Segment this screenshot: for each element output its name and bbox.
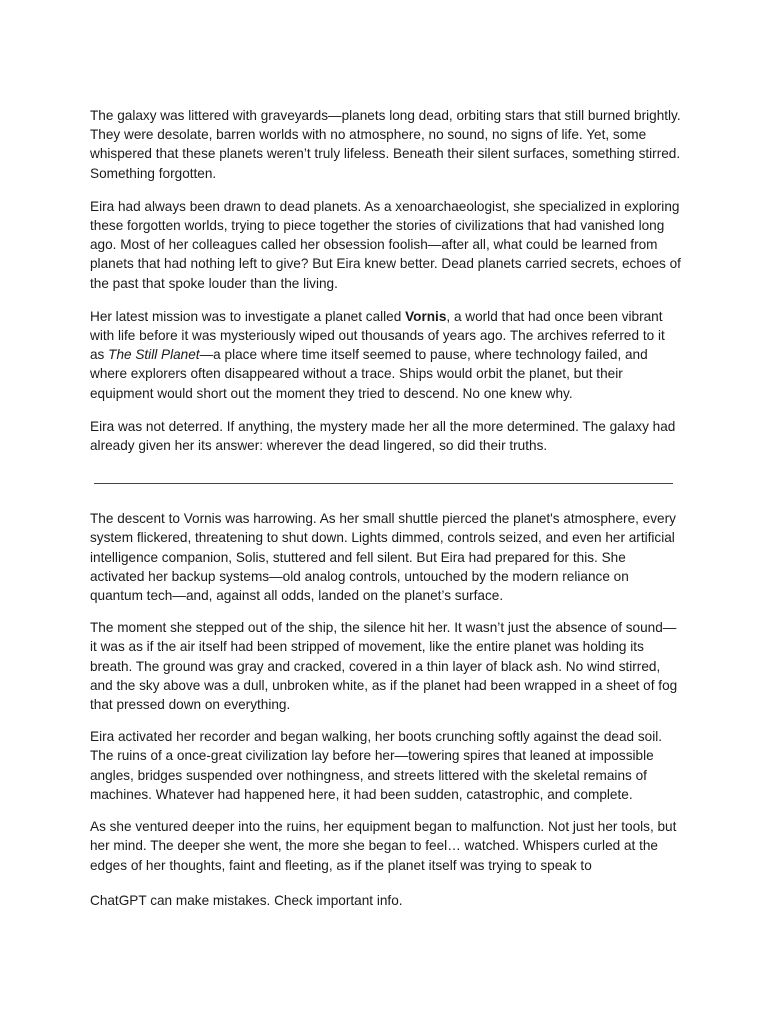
paragraph-text: , a world that had once been vibrant with life before it was mysteriously wiped out thousands of years ago. The archives referred to it as bbox=[90, 308, 665, 363]
paragraph: Eira was not deterred. If anything, the mystery made her all the more determined. The galaxy had already given her its answer: wherever the dead lingered, so did their truths. bbox=[90, 418, 676, 454]
paragraph: The galaxy was littered with graveyards—planets long dead, orbiting stars that still burned brightly. They were desolate, barren worlds with no atmosphere, no sound, no signs of life. Yet, some whispered that these planets weren’t truly lifeless. Beneath their silent surfaces, something stirred. Something forgotten. bbox=[90, 108, 681, 181]
planet-nickname-italic: The Still Planet bbox=[108, 347, 200, 363]
story-section-two bbox=[90, 509, 682, 874]
paragraph-text: —a place where time itself seemed to pause, where technology failed, and where explorers often disappeared without a trace. Ships would orbit the planet, but their equipment would short out the moment they tried to descend. No one knew why. bbox=[90, 347, 648, 401]
paragraph: Eira activated her recorder and began walking, her boots crunching softly against the dead soil. The ruins of a once-great civilization lay before her—towering spires that leaned at impossible angles, bridges suspended over nothingness, and streets littered with the skeletal remains of machines. Whatever had happened here, it had been sudden, catastrophic, and complete. bbox=[90, 729, 663, 802]
document-page bbox=[90, 106, 682, 910]
paragraph-text: Her latest mission was to investigate a planet called bbox=[90, 308, 406, 324]
planet-name-bold: Vornis bbox=[405, 308, 447, 324]
story-section-one bbox=[90, 106, 682, 455]
paragraph: As she ventured deeper into the ruins, her equipment began to malfunction. Not just her tools, but her mind. The deeper she went, the more she began to feel… watched. Whispers curled at the edges of her thoughts, faint and fleeting, as if the planet itself was trying to speak to bbox=[90, 819, 677, 873]
disclaimer-text: ChatGPT can make mistakes. Check important info. bbox=[90, 892, 403, 908]
paragraph: Eira had always been drawn to dead planets. As a xenoarchaeologist, she specialized in exploring these forgotten worlds, trying to piece together the stories of civilizations that had vanished long ago. Most of her colleagues called her obsession foolish—after all, what could be learned from planets that had nothing left to give? But Eira knew better. Dead planets carried secrets, echoes of the past that spoke louder than the living. bbox=[90, 198, 681, 291]
paragraph: The descent to Vornis was harrowing. As her small shuttle pierced the planet's atmosphere, every system flickered, threatening to shut down. Lights dimmed, controls seized, and even her artificial intelligence companion, Solis, stuttered and fell silent. But Eira had prepared for this. She activated her backup systems—old analog controls, untouched by the modern reliance on quantum tech—and, against all odds, landed on the planet’s surface. bbox=[90, 511, 676, 604]
paragraph: The moment she stepped out of the ship, the silence hit her. It wasn’t just the absence of sound—it was as if the air itself had been stripped of movement, like the entire planet was holding its breath. The ground was gray and cracked, covered in a thin layer of black ash. No wind stirred, and the sky above was a dull, unbroken white, as if the planet had been wrapped in a sheet of fog that pressed down on everything. bbox=[90, 620, 678, 713]
section-divider bbox=[94, 483, 673, 484]
paragraph bbox=[90, 307, 682, 403]
